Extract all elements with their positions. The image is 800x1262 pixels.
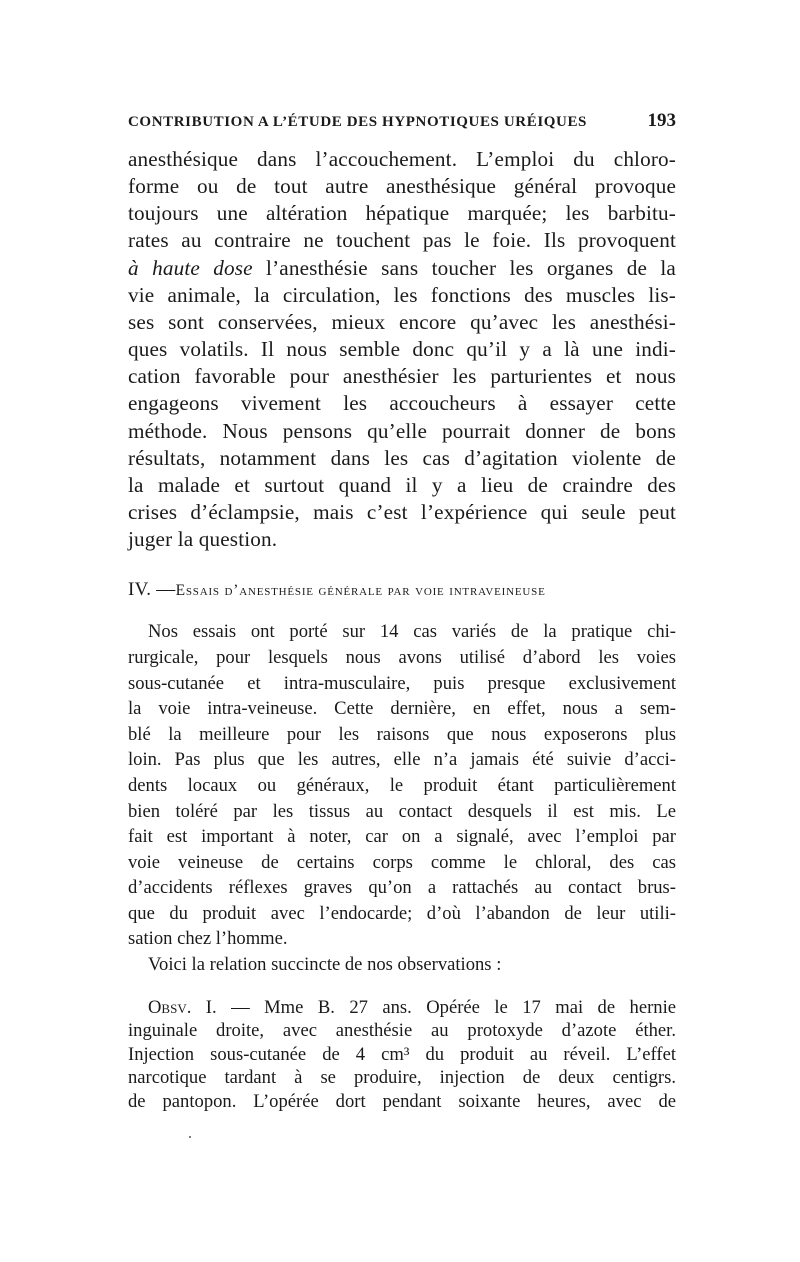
text-line: loin. Pas plus que les autres, elle n’a jamais été suivie d’acci- (128, 749, 676, 771)
book-page (128, 110, 676, 1113)
observation-label: Obsv. I. — (148, 996, 250, 1018)
text-line: crises d’éclampsie, mais c’est l’expérience qui seule peut (128, 500, 676, 525)
observation-1 (128, 996, 676, 1114)
running-title: CONTRIBUTION A L’ÉTUDE DES HYPNOTIQUES URÉIQUES (128, 114, 588, 130)
text-line: d’accidents réflexes graves qu’on a rattachés au contact brus- (128, 877, 676, 899)
text-line: vie animale, la circulation, les fonctions des muscles lis- (128, 282, 676, 307)
print-speck (189, 1136, 191, 1138)
text-line: bien toléré par les tissus au contact desquels il est mis. Le (128, 800, 676, 822)
page-number: 193 (647, 110, 676, 131)
text-line: résultats, notamment dans les cas d’agitation violente de (128, 445, 676, 470)
text-line (128, 255, 676, 282)
text-line: méthode. Nous pensons qu’elle pourrait donner de bons (128, 418, 676, 443)
text-line (128, 996, 676, 1020)
paragraph-trials (128, 619, 676, 952)
italic-phrase: à haute dose (128, 255, 253, 280)
text-line: que du produit avec l’endocarde; d’où l’abandon de leur utili- (128, 902, 676, 924)
text-line: sous-cutanée et intra-musculaire, puis presque exclusivement (128, 672, 676, 694)
section-number: IV. — (128, 579, 176, 601)
text-line-rest: Mme B. 27 ans. Opérée le 17 mai de hernie (264, 996, 676, 1018)
text-line: juger la question. (128, 527, 278, 552)
paragraph-anesthesia-childbirth (128, 146, 676, 553)
text-line: blé la meilleure pour les raisons que nous exposerons plus (128, 723, 676, 745)
text-line: la malade et surtout quand il y a lieu de craindre des (128, 472, 676, 497)
text-line: la voie intra-veineuse. Cette dernière, en effet, nous a sem- (128, 698, 676, 720)
section-title: Essais d’anesthésie générale par voie intraveineuse (175, 582, 546, 600)
text-line: dents locaux ou généraux, le produit étant particulièrement (128, 774, 676, 796)
text-line: forme ou de tout autre anesthésique général provoque (128, 174, 676, 199)
text-line: inguinale droite, avec anesthésie au protoxyde d’azote éther. (128, 1020, 676, 1042)
running-head (128, 110, 676, 146)
text-line-rest: l’anesthésie sans toucher les organes de la (266, 255, 676, 280)
text-line: fait est important à noter, car on a signalé, avec l’emploi par (128, 826, 676, 848)
text-line: cation favorable pour anesthésier les parturientes et nous (128, 364, 676, 389)
text-line: ques volatils. Il nous semble donc qu’il y a là une indi- (128, 337, 676, 362)
text-line: de pantopon. L’opérée dort pendant soixante heures, avec de (128, 1090, 676, 1112)
observations-intro: Voici la relation succincte de nos observations : (148, 954, 502, 976)
section-heading (128, 579, 676, 601)
text-line: ses sont conservées, mieux encore qu’avec les anesthési- (128, 309, 676, 334)
text-line: sation chez l’homme. (128, 928, 288, 950)
text-line: voie veineuse de certains corps comme le chloral, des cas (128, 851, 676, 873)
text-line: narcotique tardant à se produire, injection de deux centigrs. (128, 1067, 676, 1089)
text-line: rurgicale, pour lesquels nous avons utilisé d’abord les voies (128, 646, 676, 668)
text-line: toujours une altération hépatique marquée; les barbitu- (128, 201, 676, 226)
text-line: Nos essais ont porté sur 14 cas variés de la pratique chi- (148, 621, 676, 643)
text-line: Injection sous-cutanée de 4 cm³ du produit au réveil. L’effet (128, 1043, 676, 1065)
text-line: rates au contraire ne touchent pas le foie. Ils provoquent (128, 228, 676, 253)
text-line: anesthésique dans l’accouchement. L’emploi du chloro- (128, 147, 676, 171)
text-line: engageons vivement les accoucheurs à essayer cette (128, 391, 676, 416)
